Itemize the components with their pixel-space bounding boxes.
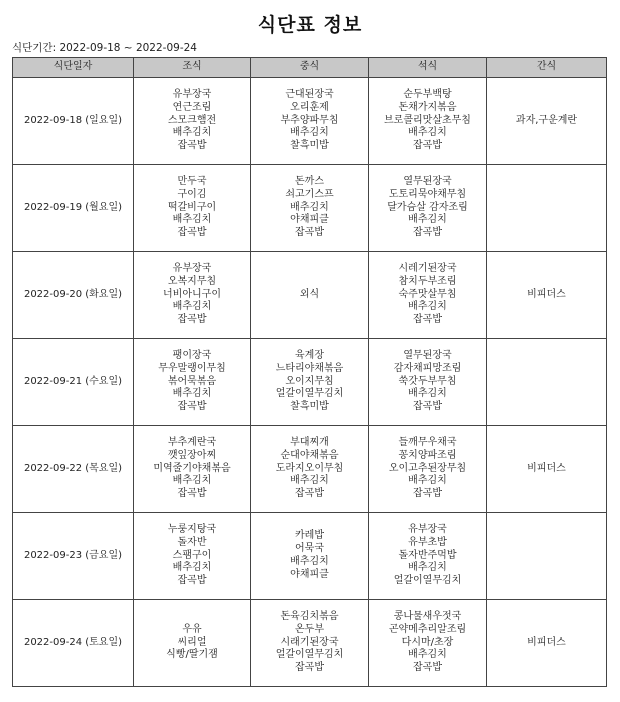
snack-cell (487, 339, 607, 426)
menu-item: 도토리묵야채무침 (388, 188, 467, 200)
menu-item: 유부초밥 (408, 536, 447, 548)
menu-item: 우유 (182, 623, 202, 635)
menu-item: 잡곡밥 (295, 227, 324, 239)
menu-item: 얼갈이열무김치 (275, 388, 344, 400)
menu-item: 배추김치 (408, 562, 447, 574)
date-cell: 2022-09-23 (금요일) (13, 513, 134, 600)
header-snack: 간식 (487, 58, 607, 78)
menu-item: 잡곡밥 (177, 314, 207, 326)
table-row (13, 252, 607, 339)
menu-item: 미역줄기야채볶음 (153, 462, 231, 474)
menu-item: 배추김치 (172, 388, 212, 400)
menu-item: 배추김치 (408, 214, 447, 226)
lunch-cell (251, 426, 369, 513)
breakfast-cell (134, 78, 251, 165)
lunch-cell (251, 339, 369, 426)
date-cell: 2022-09-22 (목요일) (13, 426, 134, 513)
snack-cell (487, 513, 607, 600)
menu-item: 비피더스 (527, 462, 566, 474)
menu-item: 연근조림 (172, 101, 212, 113)
date-cell: 2022-09-19 (월요일) (13, 165, 134, 252)
dinner-cell (369, 78, 487, 165)
header-dinner: 석식 (369, 58, 487, 78)
menu-item: 스모크햄전 (167, 114, 217, 126)
menu-item: 돈육김치볶음 (280, 611, 339, 622)
dinner-cell (369, 426, 487, 513)
lunch-cell (251, 513, 369, 600)
menu-item: 배추김치 (172, 562, 212, 574)
dinner-cell (369, 165, 487, 252)
header-date: 식단일자 (13, 58, 134, 78)
menu-item: 부추계란국 (167, 437, 217, 448)
date-cell: 2022-09-21 (수요일) (13, 339, 134, 426)
menu-item: 배추김치 (408, 301, 447, 313)
menu-item: 오리훈제 (290, 101, 329, 113)
menu-item: 배추김치 (290, 127, 329, 139)
lunch-cell (251, 78, 369, 165)
menu-item: 꽁치양파조림 (398, 449, 457, 461)
menu-item: 깻잎장아찌 (167, 449, 217, 461)
menu-item: 비피더스 (527, 636, 566, 648)
menu-item: 곤약메추리알조림 (388, 623, 467, 635)
lunch-cell (251, 600, 369, 687)
menu-item: 얼갈이열무김치 (275, 649, 344, 661)
menu-item: 유부장국 (408, 524, 447, 535)
menu-item: 오이지무침 (285, 375, 334, 387)
menu-item: 배추김치 (408, 649, 447, 661)
snack-cell (487, 165, 607, 252)
menu-item: 배추김치 (408, 127, 447, 139)
menu-item: 잡곡밥 (413, 662, 442, 674)
menu-item: 구이김 (177, 188, 207, 200)
header-lunch: 중식 (251, 58, 369, 78)
menu-item: 잡곡밥 (413, 314, 442, 326)
menu-item: 식빵/딸기잼 (166, 649, 218, 661)
menu-item: 배추김치 (408, 388, 447, 400)
menu-item: 찰흑미밥 (290, 140, 329, 152)
menu-item: 외식 (299, 288, 320, 300)
snack-cell (487, 252, 607, 339)
breakfast-cell (134, 426, 251, 513)
snack-cell (487, 600, 607, 687)
menu-item: 잡곡밥 (177, 140, 207, 152)
menu-item: 팽이장국 (172, 350, 212, 361)
dinner-cell (369, 339, 487, 426)
header-row (13, 58, 607, 78)
menu-item: 배추김치 (290, 556, 329, 567)
menu-item: 배추김치 (172, 301, 212, 313)
snack-cell (487, 426, 607, 513)
menu-item: 순두부백탕 (403, 89, 452, 100)
breakfast-cell (134, 513, 251, 600)
menu-item: 잡곡밥 (177, 488, 207, 500)
menu-item: 도라지오이무침 (275, 462, 344, 474)
page-title: 식단표 정보 (257, 14, 363, 36)
meal-period: 식단기간: 2022-09-18 ~ 2022-09-24 (12, 42, 197, 54)
menu-item: 잡곡밥 (177, 227, 207, 239)
menu-item: 씨리얼 (177, 636, 207, 648)
menu-item: 잡곡밥 (413, 488, 442, 500)
menu-item: 쑥갓두부무침 (398, 375, 457, 387)
menu-item: 돈채가지볶음 (398, 101, 457, 113)
menu-item: 배추김치 (290, 201, 329, 213)
menu-item: 순대야채볶음 (280, 449, 339, 461)
menu-item: 너비아니구이 (163, 288, 221, 300)
menu-item: 느타리야채볶음 (275, 362, 344, 374)
table-row (13, 513, 607, 600)
menu-item: 참치두부조림 (398, 275, 457, 287)
menu-item: 달가슴살 감자조림 (387, 201, 468, 213)
menu-item: 부대찌개 (290, 437, 329, 448)
menu-item: 잡곡밥 (177, 575, 207, 587)
table-row (13, 426, 607, 513)
menu-item: 유부장국 (172, 89, 212, 100)
menu-item: 누룽지탕국 (167, 524, 217, 535)
menu-item: 잡곡밥 (177, 401, 207, 413)
dinner-cell (369, 513, 487, 600)
menu-item: 감자채피망조림 (393, 362, 462, 374)
menu-item: 쇠고기스프 (285, 188, 334, 200)
header-breakfast: 조식 (134, 58, 251, 78)
table-row (13, 78, 607, 165)
menu-item: 잡곡밥 (413, 140, 442, 152)
snack-cell (487, 78, 607, 165)
menu-item: 배추김치 (408, 475, 447, 487)
menu-item: 근대된장국 (285, 89, 334, 100)
menu-item: 유부장국 (172, 263, 212, 274)
date-cell: 2022-09-24 (토요일) (13, 600, 134, 687)
menu-item: 돈까스 (295, 176, 324, 187)
menu-item: 브로콜리맛살초무침 (384, 114, 471, 126)
menu-item: 오복지무침 (167, 275, 217, 287)
menu-item: 시래기된장국 (280, 636, 339, 648)
menu-item: 숙주맛살무침 (398, 288, 457, 300)
menu-item: 오이고추된장무침 (388, 462, 467, 474)
lunch-cell (251, 252, 369, 339)
menu-item: 비피더스 (527, 288, 566, 300)
breakfast-cell (134, 252, 251, 339)
menu-item: 잡곡밥 (295, 662, 324, 674)
menu-item: 잡곡밥 (413, 227, 442, 239)
date-cell: 2022-09-20 (화요일) (13, 252, 134, 339)
lunch-cell (251, 165, 369, 252)
menu-item: 들깨무우채국 (398, 437, 457, 448)
meal-table (12, 57, 607, 687)
menu-item: 무우말랭이무침 (158, 362, 226, 374)
date-cell: 2022-09-18 (일요일) (13, 78, 134, 165)
menu-item: 야채피클 (290, 214, 329, 226)
menu-item: 만두국 (177, 176, 207, 187)
menu-item: 카레밥 (295, 530, 324, 542)
breakfast-cell (134, 600, 251, 687)
menu-item: 다시마/초장 (401, 636, 454, 648)
table-row (13, 165, 607, 252)
breakfast-cell (134, 339, 251, 426)
menu-item: 열무된장국 (403, 350, 452, 361)
menu-item: 돌자반 (177, 536, 207, 548)
menu-item: 배추김치 (290, 475, 329, 487)
menu-item: 과자,구운계란 (515, 114, 578, 126)
breakfast-cell (134, 165, 251, 252)
table-row (13, 600, 607, 687)
dinner-cell (369, 252, 487, 339)
menu-item: 볶어묵볶음 (167, 375, 217, 387)
menu-item: 열무된장국 (403, 176, 452, 187)
menu-item: 부추양파무침 (280, 114, 339, 126)
menu-item: 육계장 (295, 350, 324, 361)
menu-item: 얼갈이열무김치 (393, 575, 462, 587)
menu-item: 어묵국 (295, 543, 324, 555)
menu-item: 배추김치 (172, 475, 212, 487)
menu-item: 잡곡밥 (295, 488, 324, 500)
dinner-cell (369, 600, 487, 687)
menu-item: 잡곡밥 (413, 401, 442, 413)
menu-item: 돌자반주먹밥 (398, 549, 457, 561)
menu-item: 콩나물새우젓국 (393, 611, 462, 622)
table-row (13, 339, 607, 426)
menu-item: 스팸구이 (172, 549, 212, 561)
menu-item: 온두부 (295, 623, 324, 635)
menu-item: 찰흑미밥 (290, 401, 329, 413)
menu-item: 시레기된장국 (398, 263, 457, 274)
menu-item: 배추김치 (172, 127, 212, 139)
menu-item: 배추김치 (172, 214, 212, 226)
menu-item: 야채피클 (290, 568, 329, 580)
menu-item: 떡갈비구이 (167, 201, 217, 213)
